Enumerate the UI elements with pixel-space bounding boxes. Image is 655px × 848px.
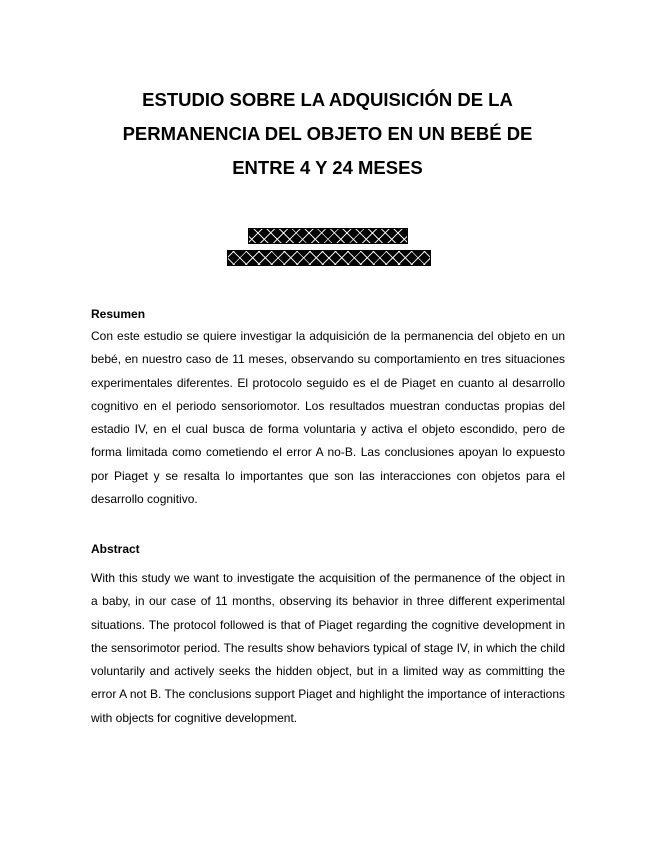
paper-title xyxy=(90,83,565,185)
title-line-1: ESTUDIO SOBRE LA ADQUISICIÓN DE LA xyxy=(142,89,513,110)
resumen-heading: Resumen xyxy=(91,307,146,321)
abstract-body: With this study we want to investigate the acquisition of the permanence of the object in a baby, in our case of 11 months, observing its behavior in three different experimental situations. The protocol followed is that of Piaget regarding the cognitive development in the sensorimotor period. The results show behaviors typical of stage IV, in which the child voluntarily and actively seeks the hidden object, but in a limited way as committing the error A not B. The conclusions support Piaget and highlight the importance of interactions with objects for cognitive development. xyxy=(91,571,565,725)
abstract-heading: Abstract xyxy=(91,542,140,556)
redacted-author-name xyxy=(248,228,408,244)
redacted-author-affiliation xyxy=(227,250,431,266)
resumen-body: Con este estudio se quiere investigar la adquisición de la permanencia del objeto en un bebé, en nuestro caso de 11 meses, observando su comportamiento en tres situaciones experimentales diferentes. El protocolo seguido es el de Piaget en cuanto al desarrollo cognitivo en el periodo sensoriomotor. Los resultados muestran conductas propias del estadio IV, en el cual busca de forma voluntaria y activa el objeto escondido, pero de forma limitada como cometiendo el error A no-B. Las conclusiones apoyan lo expuesto por Piaget y se resalta lo importantes que son las interacciones con objetos para el desarrollo cognitivo. xyxy=(91,329,565,507)
title-line-3: ENTRE 4 Y 24 MESES xyxy=(232,157,423,178)
title-line-2: PERMANENCIA DEL OBJETO EN UN BEBÉ DE xyxy=(122,123,533,144)
